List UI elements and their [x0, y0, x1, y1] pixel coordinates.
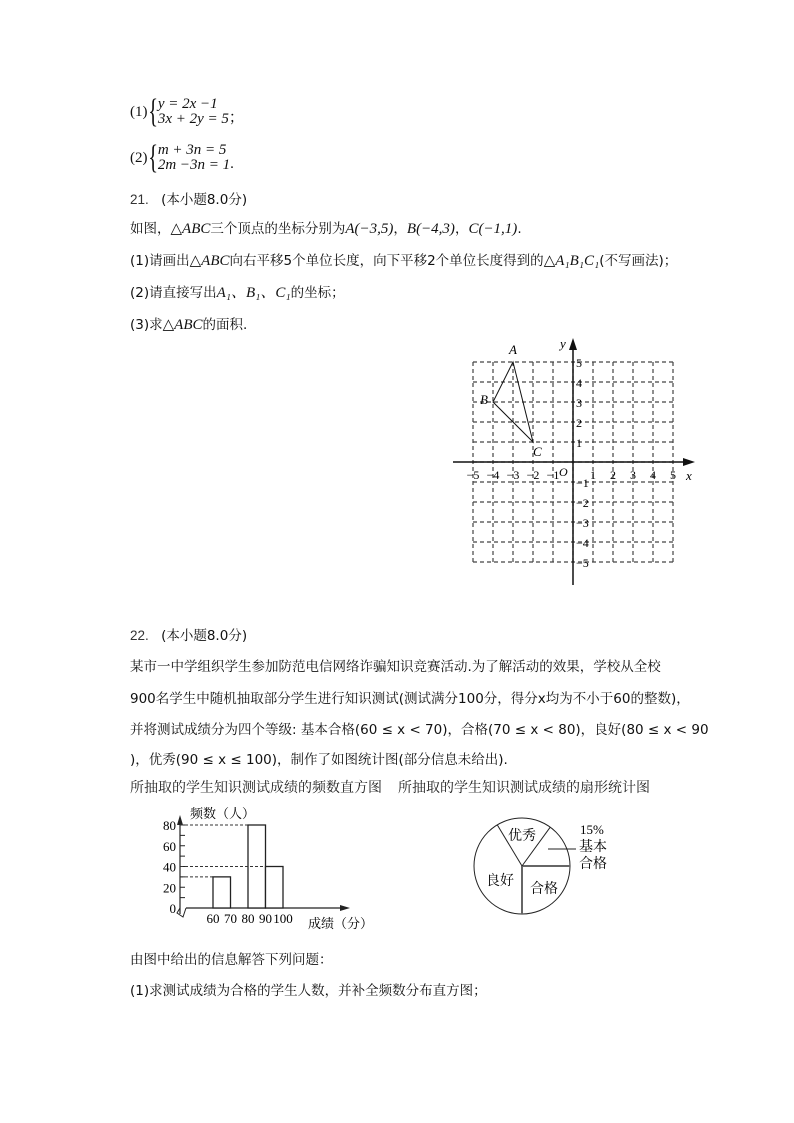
y-tick-label: 80	[163, 818, 176, 833]
x-axis-label: x	[686, 468, 692, 483]
math: A₁、B₁、C₁	[216, 285, 291, 301]
y-tick-label: 0	[169, 901, 176, 916]
x-tick-label: −5	[466, 468, 480, 482]
question-22-text: 某市一中学组织学生参加防范电信网络诈骗知识竞赛活动.为了解活动的效果，学校从全校	[130, 659, 661, 675]
x-tick-label: 90	[259, 911, 272, 926]
x-axis-arrow	[340, 905, 350, 911]
y-tick-label: 2	[576, 416, 582, 430]
histogram-title: 所抽取的学生知识测试成绩的频数直方图	[130, 780, 382, 796]
text: 的坐标；	[290, 285, 345, 301]
math: △ABC	[170, 221, 211, 237]
y-tick-label: −4	[576, 536, 589, 550]
y-tick-label: 40	[163, 859, 176, 875]
y-axis-arrow	[177, 815, 183, 825]
y-axis-label: y	[560, 336, 566, 351]
pie-label-basic-2: 合格	[579, 857, 607, 872]
pie-percent-basic: 15%	[580, 822, 604, 837]
x-tick-label: −3	[506, 468, 520, 482]
y-tick-label: 3	[576, 396, 582, 410]
question-22-prompt: 由图中给出的信息解答下列问题：	[130, 952, 333, 968]
math: △ABC	[189, 253, 230, 269]
x-tick-label: 1	[590, 468, 596, 482]
y-tick-label: 5	[576, 356, 582, 370]
histogram-bar	[266, 867, 284, 909]
x-tick-label: −2	[526, 468, 540, 482]
x-tick-label: 4	[650, 468, 656, 482]
part-label: (2)	[130, 149, 148, 166]
question-number: 22.	[130, 628, 149, 643]
brace: {	[147, 93, 158, 130]
question-score: (本小题8.0分)	[161, 192, 248, 208]
y-axis-title: 频数（人）	[190, 806, 256, 821]
y-tick-label: −5	[576, 556, 589, 570]
question-score: (本小题8.0分)	[161, 628, 248, 644]
equation: 2m −3n = 1	[157, 157, 231, 173]
math: △ABC	[162, 317, 203, 333]
x-tick-label: 80	[241, 911, 255, 926]
y-tick-label: 20	[163, 880, 176, 896]
x-tick-label: 3	[630, 468, 636, 482]
math: △A₁B₁C₁	[543, 253, 600, 269]
y-tick-label: −2	[576, 496, 589, 510]
origin-label: O	[559, 465, 568, 479]
y-tick-label: −3	[576, 516, 589, 530]
text: (不写画法)；	[599, 253, 678, 269]
x-tick-label: 2	[610, 468, 616, 482]
y-tick-label: 1	[576, 436, 582, 450]
pie-label-good: 良好	[486, 874, 514, 889]
text: (3)求	[130, 317, 163, 333]
pie-label-basic-1: 基本	[579, 840, 607, 855]
text: 的面积.	[202, 317, 248, 333]
text: 三个顶点的坐标分别为	[210, 221, 346, 237]
y-tick-label: −1	[576, 476, 589, 490]
point-label-a: A	[509, 342, 517, 357]
text: (1)请画出	[130, 253, 190, 269]
question-22-text: 并将测试成绩分为四个等级: 基本合格(60 ≤ x < 70)，合格(70 ≤ x < 80)，良好(80 ≤ x < 90	[130, 722, 709, 738]
question-22-part1: (1)求测试成绩为合格的学生人数，并补全频数分布直方图；	[130, 983, 487, 999]
brace: {	[147, 139, 158, 176]
pie-label-excellent: 优秀	[508, 829, 536, 844]
text: (2)请直接写出	[130, 285, 217, 301]
point-label-b: B	[480, 392, 488, 407]
punct: ，	[393, 221, 407, 237]
histogram-bar	[213, 877, 231, 908]
part-label: (1)	[130, 103, 148, 120]
text: 如图，	[130, 221, 171, 237]
pie-label-pass: 合格	[530, 882, 558, 897]
point-c: C(−1,1)	[468, 221, 518, 237]
equation: 3x + 2y = 5	[157, 111, 229, 127]
punct: ，	[454, 221, 469, 237]
text: 向右平移5个单位长度，向下平移2个单位长度得到的	[229, 253, 544, 269]
y-tick-label: 60	[163, 838, 176, 854]
x-tick-label: 5	[670, 468, 676, 482]
pie-title: 所抽取的学生知识测试成绩的扇形统计图	[398, 780, 650, 796]
punct: .	[517, 221, 522, 237]
point-a: A(−3,5)	[345, 221, 394, 237]
x-tick-label: −4	[486, 468, 500, 482]
axis-break	[177, 908, 186, 917]
x-axis-title: 成绩（分）	[308, 916, 374, 931]
x-tick-label: 100	[273, 911, 293, 926]
equation: y = 2x −1	[157, 96, 218, 112]
point-b: B(−4,3)	[406, 221, 455, 237]
question-22-text: )，优秀(90 ≤ x ≤ 100)，制作了如图统计图(部分信息未给出).	[130, 752, 508, 768]
y-tick-label: 4	[576, 376, 582, 390]
question-number: 21.	[130, 192, 149, 207]
punct: .	[230, 156, 234, 172]
x-tick-label: 70	[224, 911, 237, 926]
x-tick-label: 60	[206, 911, 220, 926]
punct: ；	[228, 110, 244, 126]
point-label-c: C	[533, 444, 542, 459]
equation: m + 3n = 5	[157, 142, 227, 158]
x-tick-label: −1	[546, 468, 560, 482]
question-22-text: 900名学生中随机抽取部分学生进行知识测试(测试满分100分，得分x均为不小于60的整数)，	[130, 691, 690, 707]
